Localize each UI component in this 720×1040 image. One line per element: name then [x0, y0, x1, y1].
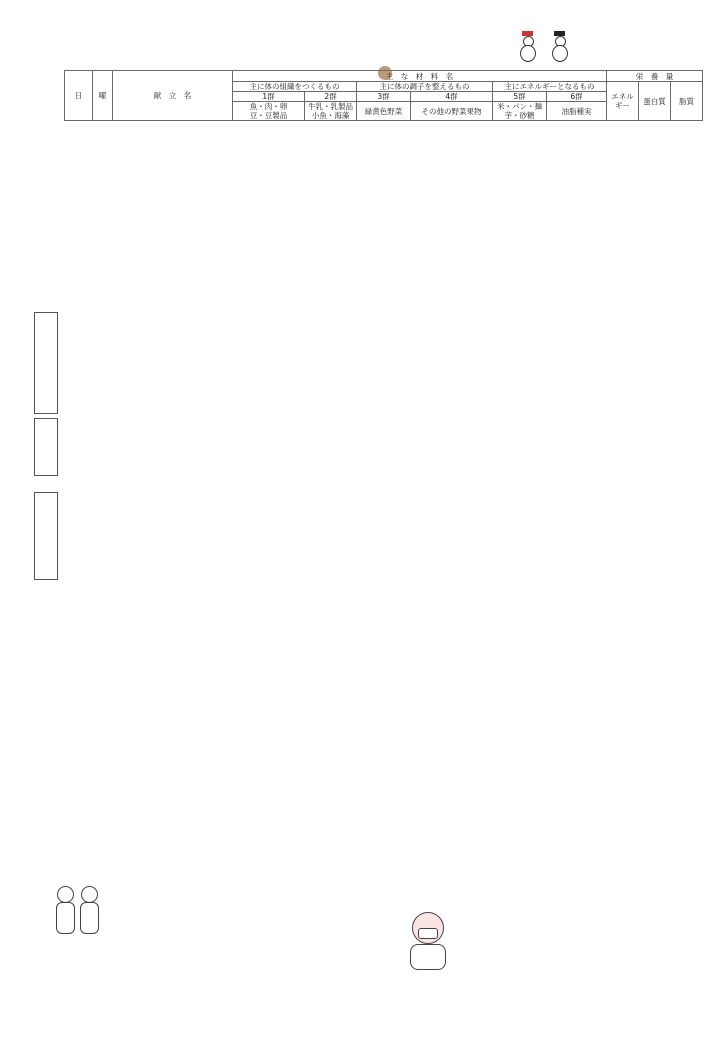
group-g3-desc: 緑黄色野菜: [357, 102, 411, 121]
col-day: 日: [65, 71, 93, 121]
col-dish: 献 立 名: [113, 71, 233, 121]
col-fat-label: 脂質: [671, 82, 703, 121]
group-g5-desc: 米・パン・麺 芋・砂糖: [493, 102, 547, 121]
group-body-build: 主に体の組織をつくるもの: [233, 82, 357, 92]
group-g2-desc: 牛乳・乳製品 小魚・海藻: [305, 102, 357, 121]
side-label-shokuiku: [34, 492, 58, 580]
side-label-fiber: [34, 312, 58, 414]
group-g4: 4群: [411, 92, 493, 102]
col-nutrition: 栄 養 量: [607, 71, 703, 82]
group-g3: 3群: [357, 92, 411, 102]
side-label-kyodo: [34, 418, 58, 476]
group-g2: 2群: [305, 92, 357, 102]
group-g1: 1群: [233, 92, 305, 102]
menu-table: [64, 70, 703, 121]
col-dow: 曜: [93, 71, 113, 121]
group-g6-desc: 油脂種実: [547, 102, 607, 121]
group-g5: 5群: [493, 92, 547, 102]
col-energy-label: エネルギー: [607, 82, 639, 121]
group-body-tune: 主に体の調子を整えるもの: [357, 82, 493, 92]
group-g1-desc: 魚・肉・卵 豆・豆製品: [233, 102, 305, 121]
children-illustration: [54, 886, 106, 942]
health-tip-left: [54, 882, 384, 982]
col-main-ingredients: 主 な 材 料 名: [233, 71, 607, 82]
sick-child-illustration: [406, 912, 450, 972]
group-g6: 6群: [547, 92, 607, 102]
cold-info-box: [384, 878, 714, 998]
snowman-icon: [520, 34, 576, 64]
group-energy: 主にエネルギーとなるもの: [493, 82, 607, 92]
group-g4-desc: その他の野菜果物: [411, 102, 493, 121]
month-badge: [188, 32, 240, 66]
col-protein-label: 蛋白質: [639, 82, 671, 121]
tree-decoration: [54, 946, 384, 970]
page-header: [0, 0, 720, 66]
